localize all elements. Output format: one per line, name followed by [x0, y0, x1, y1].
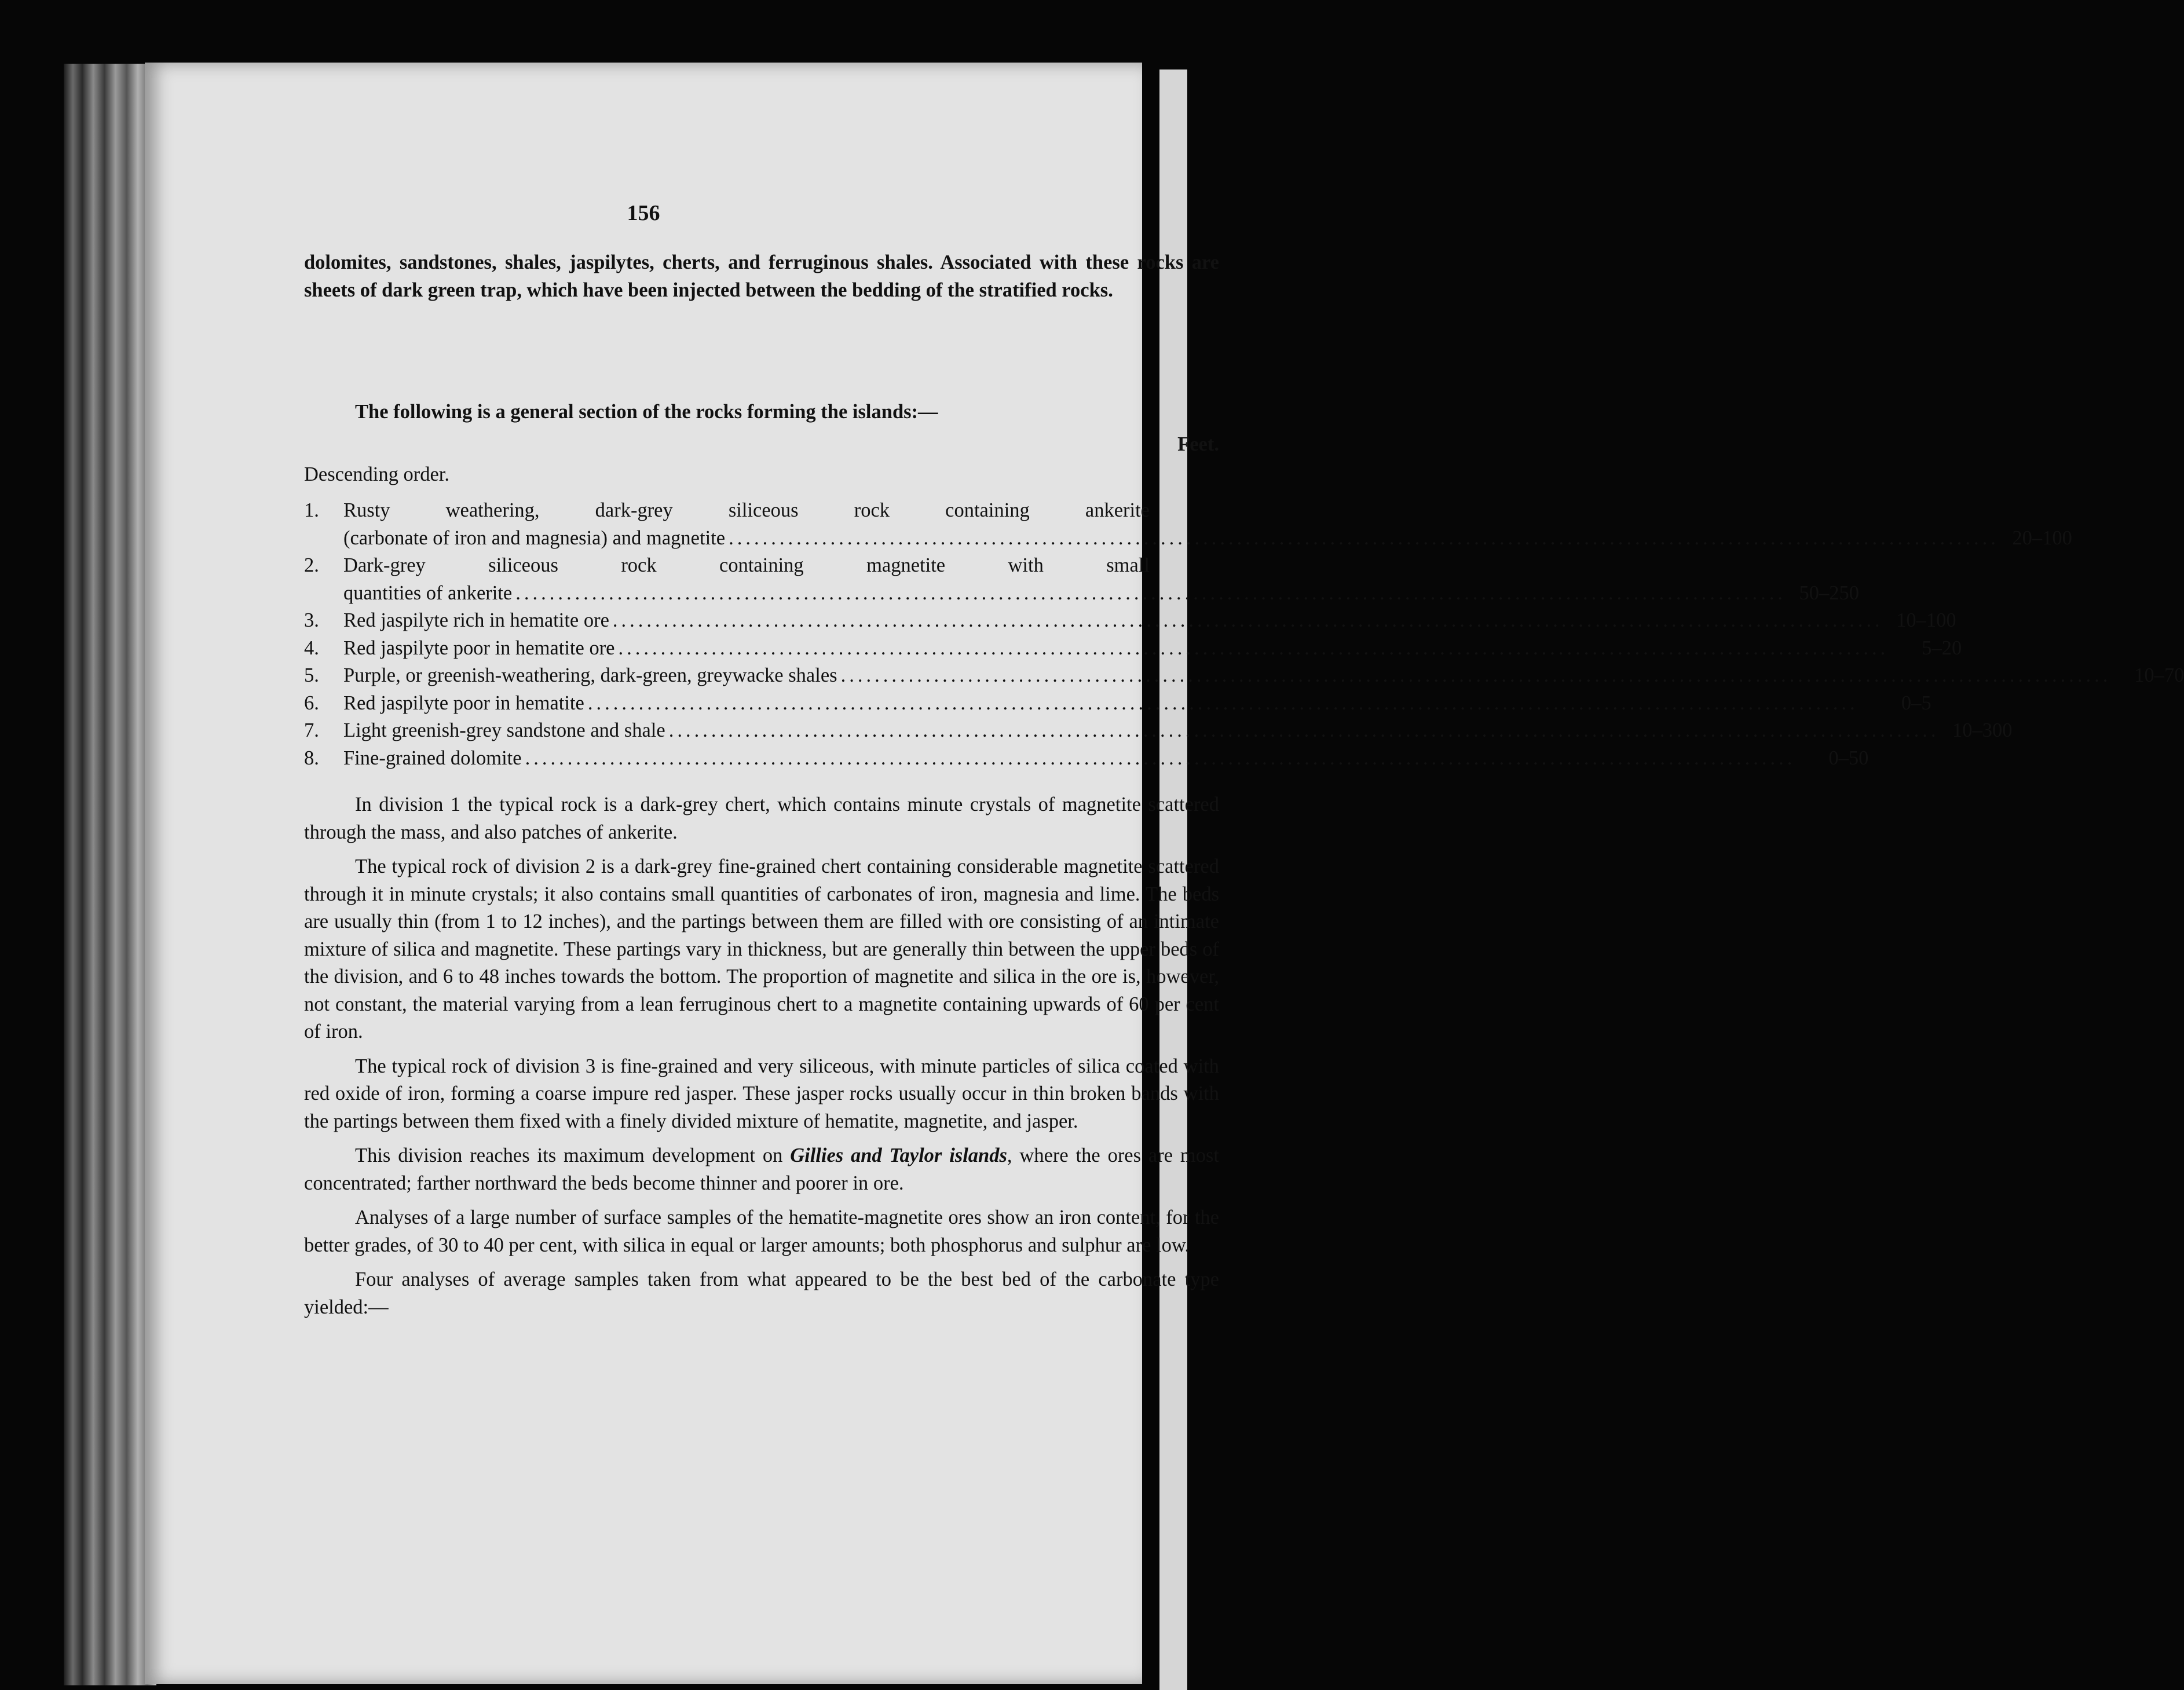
paragraph-division-2: The typical rock of division 2 is a dark-grey fine-grained chert containing considerable magnetite scattered through it in minute crystals; it also contains small quantities of carbonates of iron, magnesia and lime. The beds are usually thin (from 1 to 12 inches), and the partings between them are filled with ore consisting of an intimate mixture of silica and magnetite. These partings vary in thickness, but are generally thin between the upper beds of the division, and 6 to 48 inches towards the bottom. The proportion of magnetite and silica in the ore is, however, not constant, the material varying from a lean ferruginous chert to a magnetite containing upwards of 60 per cent of iron.	[304, 855, 1219, 1042]
islands-name: Gillies and Taylor islands	[790, 1144, 1007, 1166]
rock-description: Purple, or greenish-weathering, dark-green, greywacke shales	[343, 664, 837, 686]
paragraph-four-analyses: Four analyses of average samples taken from what appeared to be the best bed of the carbonate type yielded:—	[304, 1268, 1219, 1318]
rock-section-row	[304, 607, 1956, 635]
rock-section-row	[304, 717, 2013, 745]
descending-order-label: Descending order.	[304, 463, 450, 485]
rock-section-number: 4.	[304, 637, 319, 659]
rock-description: Red jaspilyte rich in hematite ore	[343, 609, 609, 631]
rock-section-number: 3.	[304, 609, 319, 631]
feet-column-label: Feet.	[1177, 433, 1219, 455]
rock-section-number: 5.	[304, 664, 319, 686]
rock-description-line: Dark-grey siliceous rock containing magnetite with small	[343, 554, 1150, 576]
section-intro: The following is a general section of the rocks forming the islands:—	[355, 401, 938, 423]
body-text	[304, 791, 1219, 1321]
rock-section-number: 8.	[304, 747, 319, 769]
leader-dots	[588, 690, 1859, 718]
leader-dots	[729, 525, 1999, 553]
rock-description: (carbonate of iron and magnesia) and magnetite	[343, 526, 726, 549]
intro-paragraph: dolomites, sandstones, shales, jaspilytes, cherts, and ferruginous shales. Associated with these rocks are sheets of dark green trap, which have been injected between the bedding of the stratified rocks.	[304, 251, 1219, 301]
rock-section-number: 6.	[304, 692, 319, 714]
rock-thickness: 0–50	[1828, 747, 1869, 769]
paragraph-division-3: The typical rock of division 3 is fine-grained and very siliceous, with minute particles of silica coated with red oxide of iron, forming a coarse impure red jasper. These jasper rocks usually occur in thin broken bands with the partings between them fixed with a finely divided mixture of hematite, magnetite, and jasper.	[304, 1055, 1219, 1132]
rock-section-rows	[304, 497, 2184, 772]
rock-description: Red jaspilyte poor in hematite ore	[343, 637, 615, 659]
rock-thickness: 10–100	[1896, 609, 1956, 631]
paragraph-analyses: Analyses of a large number of surface samples of the hematite-magnetite ores show an iron content, for the better grades, of 30 to 40 per cent, with silica in equal or larger amounts; both phosphorus and sulphur are low.	[304, 1206, 1219, 1256]
rock-thickness: 50–250	[1799, 581, 1859, 604]
rock-section-row	[304, 635, 1962, 663]
rock-thickness: 10–300	[1952, 719, 2013, 741]
order-heading	[304, 461, 1219, 490]
leader-dots	[841, 662, 2112, 690]
rock-thickness: 0–5	[1901, 692, 1931, 714]
rock-section-row	[304, 745, 1869, 773]
rock-section-row	[304, 552, 1859, 607]
leader-dots	[619, 635, 1889, 663]
paragraph-division-1: In division 1 the typical rock is a dark-grey chert, which contains minute crystals of magnetite scattered through the mass, and also patches of ankerite.	[304, 793, 1219, 843]
rock-description: Fine-grained dolomite	[343, 747, 522, 769]
leader-dots	[669, 717, 1940, 745]
rock-description-line: Rusty weathering, dark-grey siliceous rock containing ankerite	[343, 499, 1150, 521]
rock-section-number: 7.	[304, 719, 319, 741]
leader-dots	[613, 607, 1883, 635]
rock-description: quantities of ankerite	[343, 581, 513, 604]
rock-thickness: 5–20	[1922, 637, 1962, 659]
rock-thickness: 10–70	[2134, 664, 2184, 686]
book-page-edges	[64, 64, 156, 1685]
rock-description: Light greenish-grey sandstone and shale	[343, 719, 665, 741]
page-number: 156	[627, 201, 660, 225]
leader-dots	[525, 745, 1796, 773]
rock-section-row	[304, 497, 2072, 552]
rock-description: Red jaspilyte poor in hematite	[343, 692, 584, 714]
book-page	[145, 63, 2184, 1684]
section-headings	[304, 431, 1219, 466]
paragraph-islands: This division reaches its maximum development on Gillies and Taylor islands, where the ores are most concentrated; farther northward the beds become thinner and poorer in ore.	[304, 1144, 1219, 1194]
rock-section-row	[304, 662, 2184, 690]
leader-dots	[515, 580, 1786, 608]
rock-section-row	[304, 690, 1931, 718]
rock-section-number: 1.	[304, 499, 319, 521]
rock-section-number: 2.	[304, 554, 319, 576]
rock-thickness: 20–100	[2012, 526, 2072, 549]
